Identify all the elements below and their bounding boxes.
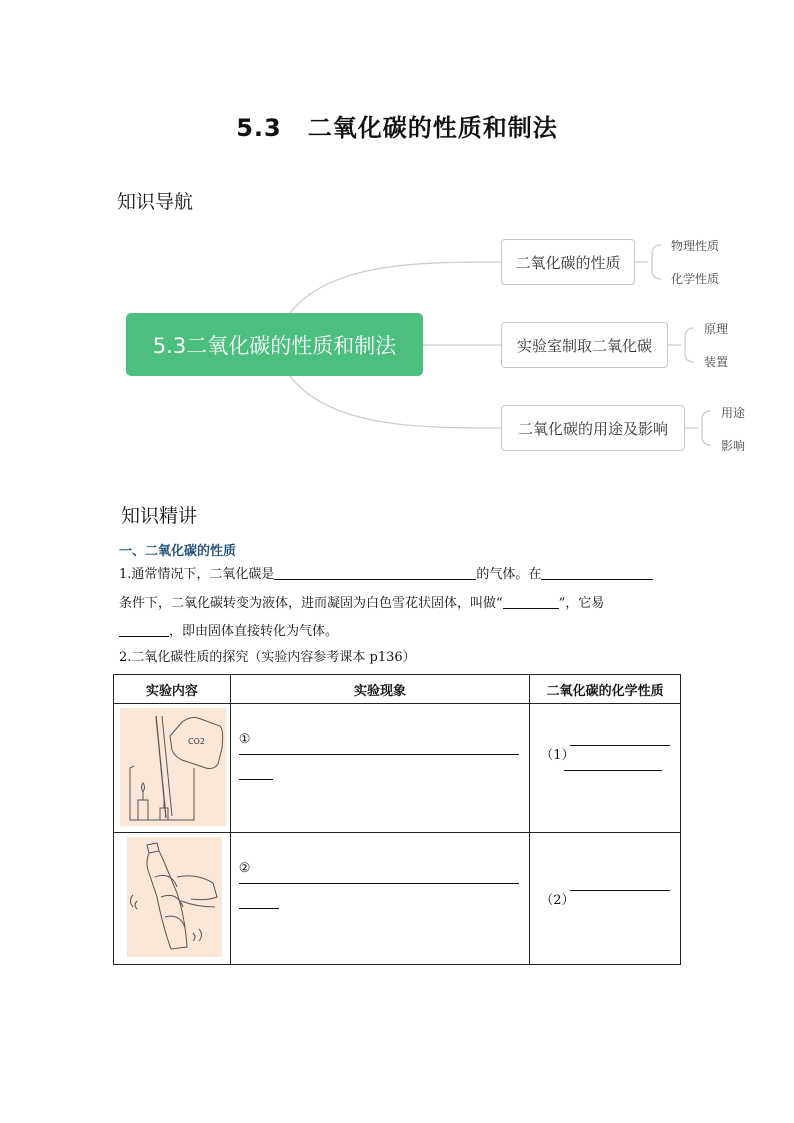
experiment-image-cell [114,704,231,833]
phenomenon-cell-1 [230,704,529,833]
table-header-row [114,675,681,704]
knowledge-navigation-heading: 知识导航 [117,191,194,213]
section-number: 5.3 [236,114,282,142]
answer-line[interactable] [239,883,519,884]
bottle-shake-illustration [127,837,222,957]
answer-line[interactable] [239,908,279,909]
co2-pour-illustration [120,708,226,826]
mindmap-leaf-impact: 影响 [721,439,746,453]
table-row [114,704,681,833]
mindmap-node-uses-impact: 二氧化碳的用途及影响 [501,405,685,451]
co2-label: CO2 [188,737,205,746]
paragraph-4: 2.二氧化碳性质的探究（实验内容参考课本 p136） [119,650,416,665]
circle-number-1: ① [238,732,251,747]
squeezed-bottle-icon [127,837,222,957]
property-label-1: （1） [540,748,575,763]
mindmap-leaf-physical: 物理性质 [671,239,720,253]
knowledge-lecture-heading: 知识精讲 [121,505,198,527]
header-chemical-property: 二氧化碳的化学性质 [530,675,681,704]
fill-blank[interactable] [503,595,559,609]
mindmap-node-lab-preparation: 实验室制取二氧化碳 [501,322,668,368]
title-text: 二氧化碳的性质和制法 [307,114,558,142]
table-row [114,833,681,965]
co2-bottle-beaker-icon [120,708,226,826]
property-cell-1 [530,704,681,833]
fill-blank[interactable] [119,623,169,637]
answer-line[interactable] [239,779,273,780]
connector-leaves-3 [685,411,711,445]
connector-leaves-1 [635,245,661,279]
fill-blank[interactable] [541,566,653,580]
mindmap-leaf-uses: 用途 [721,406,746,420]
paragraph-3: ，即由固体直接转化为气体。 [119,622,338,642]
header-experiment-content: 实验内容 [114,675,231,704]
mindmap-node-properties: 二氧化碳的性质 [501,239,635,285]
answer-line[interactable] [239,754,519,755]
mindmap-leaf-apparatus: 装置 [704,355,729,369]
answer-line[interactable] [570,890,670,891]
experiment-image-cell [114,833,231,965]
answer-line[interactable] [570,745,670,746]
property-label-2: （2） [540,893,575,908]
fill-blank[interactable] [274,566,476,580]
mindmap-leaf-principle: 原理 [704,322,729,336]
answer-line[interactable] [564,770,662,771]
phenomenon-cell-2 [230,833,529,965]
connector-branch-3 [290,376,501,428]
mindmap-leaf-chemical: 化学性质 [671,272,720,286]
header-phenomenon: 实验现象 [230,675,529,704]
connector-leaves-2 [668,328,694,362]
paragraph-1: 1.通常情况下，二氧化碳是 的气体。在 [119,565,653,585]
section-heading-properties: 一、二氧化碳的性质 [119,544,237,559]
page-title [0,108,794,143]
mindmap-root: 5.3二氧化碳的性质和制法 [126,313,423,376]
property-cell-2 [530,833,681,965]
experiment-table [113,674,681,965]
connector-branch-1 [290,262,501,313]
circle-number-2: ② [238,861,251,876]
paragraph-2: 条件下，二氧化碳转变为液体，进而凝固为白色雪花状固体，叫做“ ”，它易 [119,596,605,611]
